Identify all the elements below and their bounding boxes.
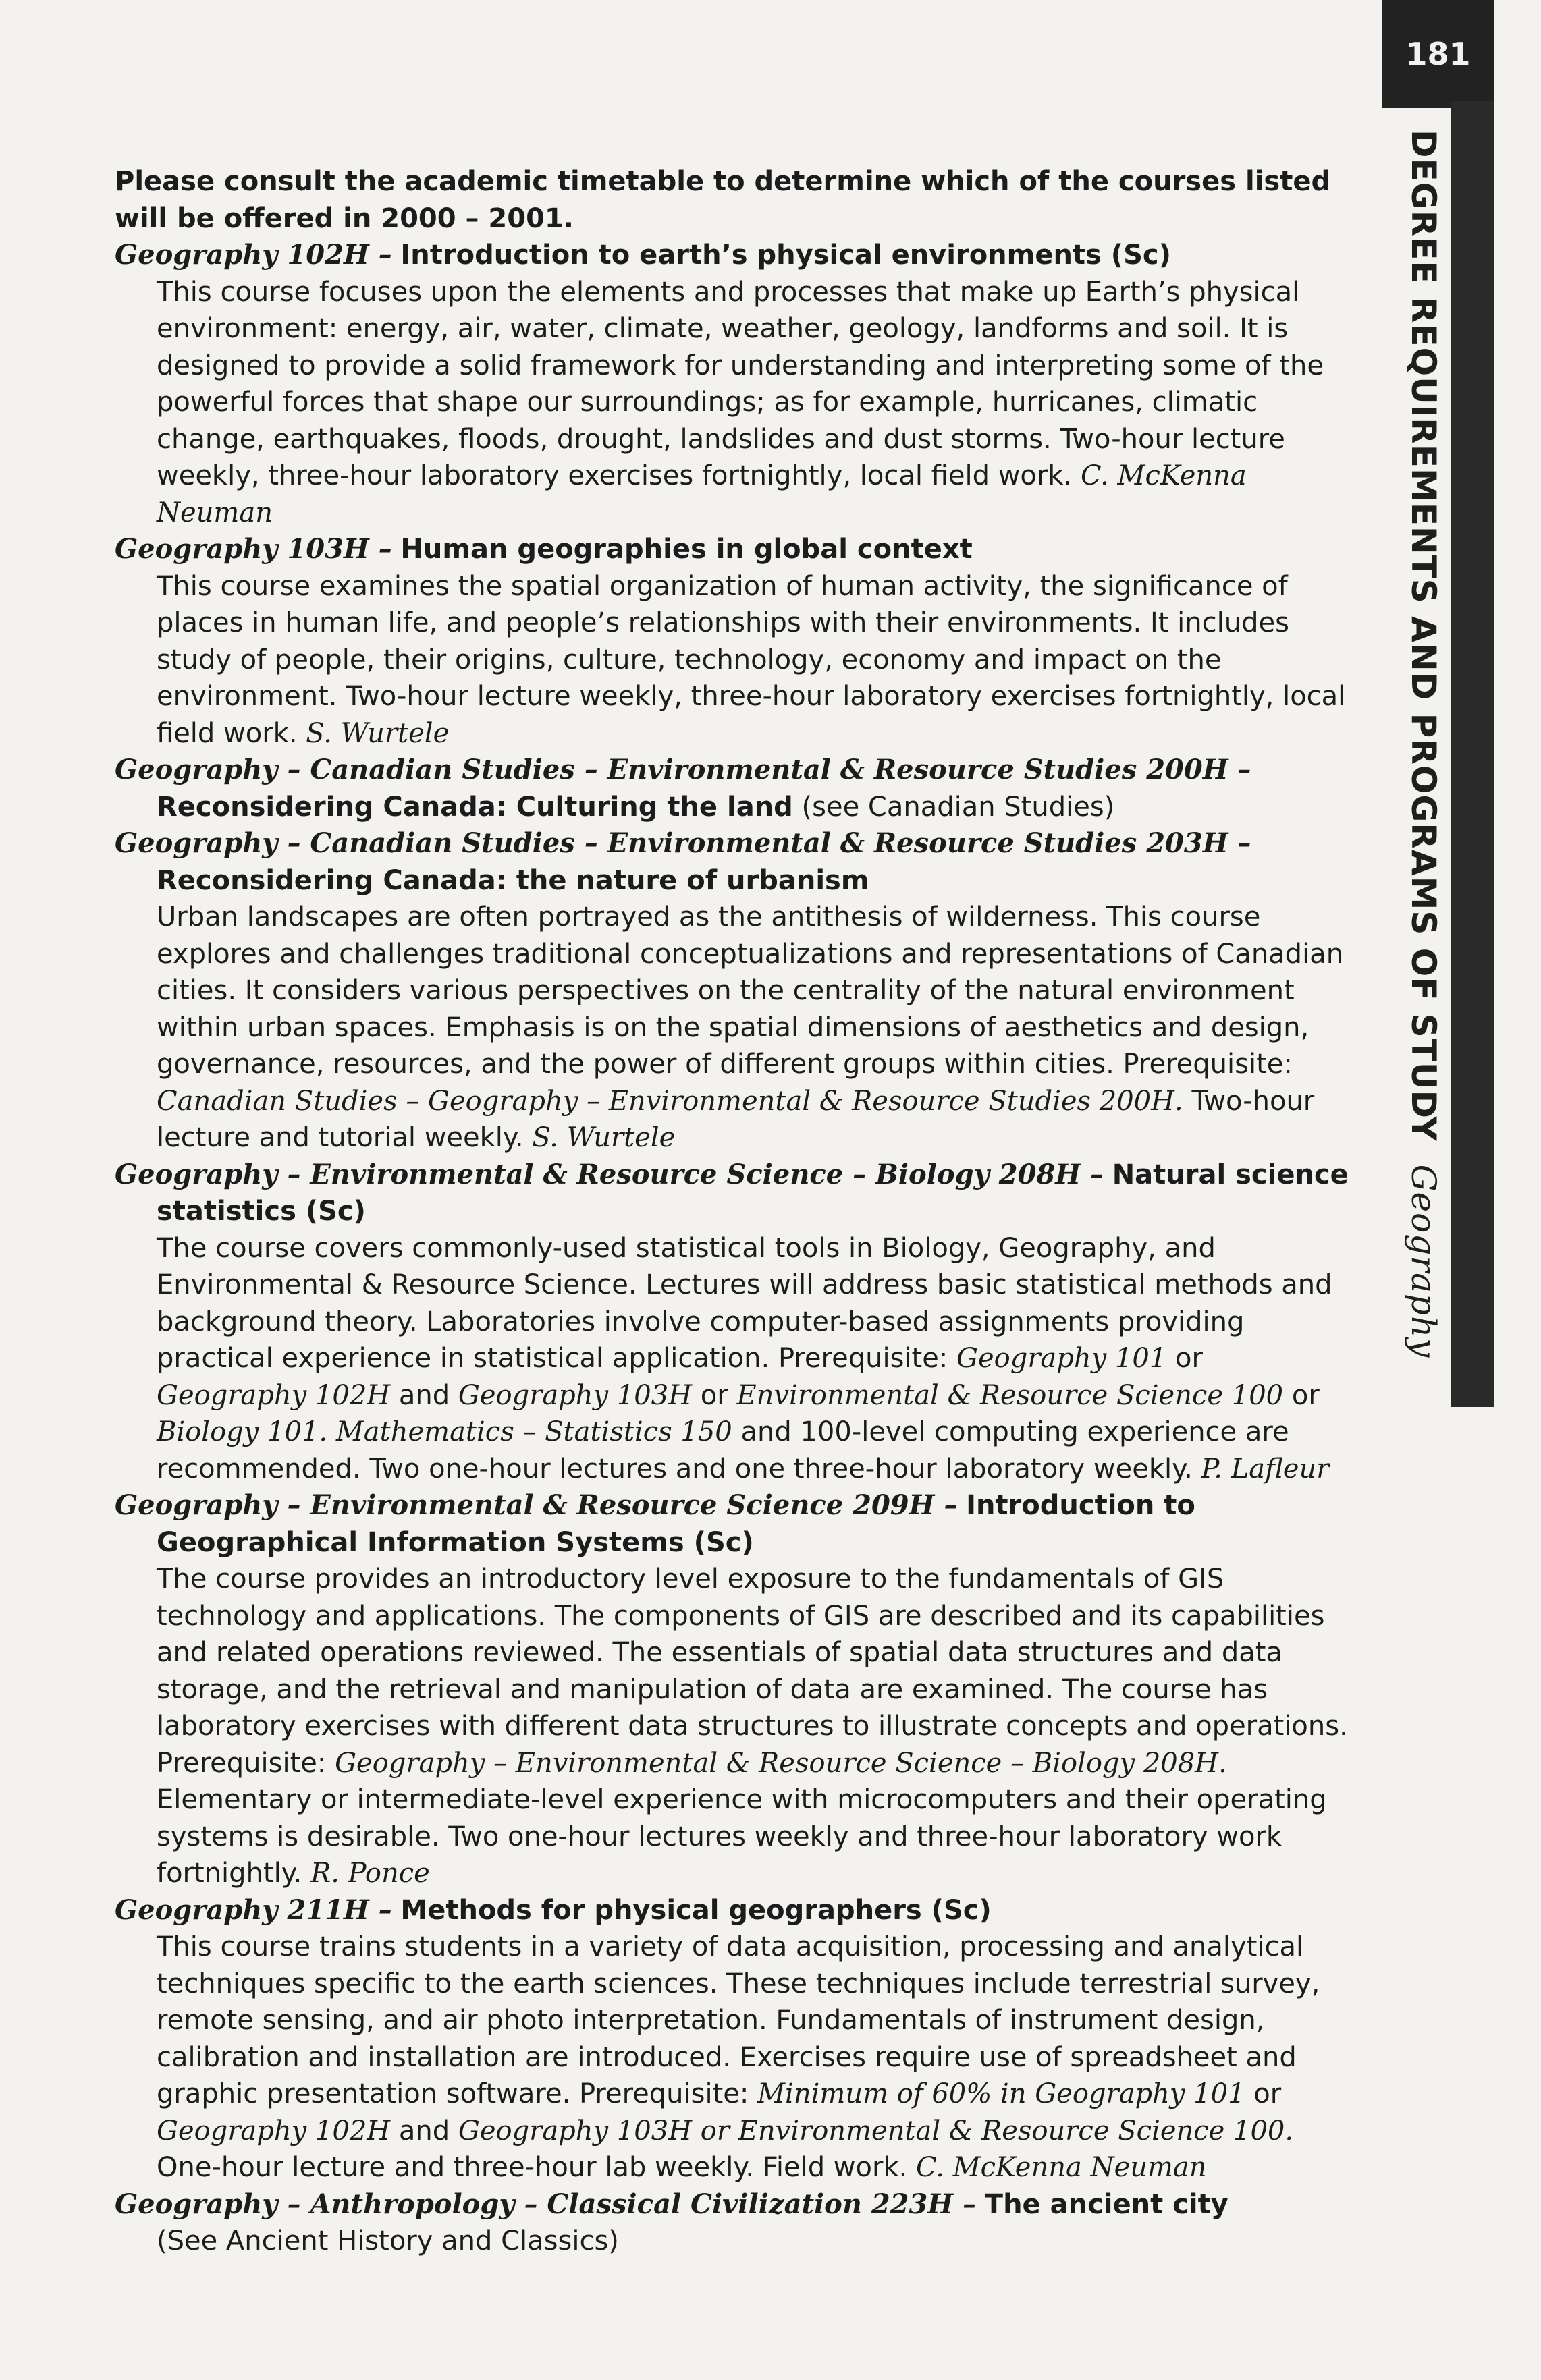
description-segment: and (390, 1379, 458, 1411)
course-title: Introduction to Geographical Information Systems (Sc) (157, 1490, 1195, 1558)
course-instructor: R. Ponce (310, 1858, 430, 1889)
description-segment: Elementary or intermediate-level experience with microcomputers and their operating systems is desirable. Two one-hour lectures weekly and three-hour laboratory work fortnightly. (157, 1784, 1327, 1889)
course-description (115, 2223, 1353, 2260)
course-title: Human geographies in global context (400, 534, 973, 565)
description-segment: Minimum of 60% in Geography 101 (757, 2078, 1245, 2109)
course-instructor: S. Wurtele (306, 717, 450, 749)
course-codes: Geography – Environmental & Resource Science – Biology 208H – (115, 1158, 1104, 1190)
course-entry (115, 1487, 1353, 1892)
description-segment: Geography 103H (458, 1379, 693, 1411)
intro-note: Please consult the academic timetable to determine which of the courses listed will be offered in 2000 – 2001. (115, 166, 1331, 234)
description-text: This course examines the spatial organization of human activity, the significance of places in human life, and people’s relationships with their environments. It includes study of people, their origins, culture, technology, economy and impact on the environment. Two-hour lecture weekly, three-hour laboratory exercises fortnightly, local field work. (157, 570, 1346, 749)
course-list (115, 237, 1353, 2260)
description-text: (See Ancient History and Classics) (157, 2225, 619, 2257)
course-entry (115, 531, 1353, 752)
side-section-title (1396, 130, 1450, 1358)
description-segment: Geography 101 (956, 1343, 1167, 1374)
course-title: Reconsidering Canada: Culturing the land (157, 791, 793, 823)
course-description (115, 1230, 1353, 1488)
description-segment: Two-hour lecture and tutorial weekly. (157, 1085, 1315, 1153)
course-codes: Geography 103H – (115, 533, 392, 565)
description-segment: This course trains students in a variety of data acquisition, processing and analytical techniques specific to the earth sciences. These techniques include terrestrial survey, remote sensing, and air photo interpretation. Fundamentals of instrument design, calibration and installation are introduced. Exercises require use of spreadsheet and graphic presentation software. Prerequisite: (157, 1931, 1320, 2109)
course-title: Introduction to earth’s physical environments (Sc) (400, 240, 1171, 271)
course-listing (115, 163, 1353, 2260)
course-heading (115, 1487, 1353, 1561)
description-segment: Environmental & Resource Science 100 (736, 1379, 1284, 1411)
course-entry (115, 825, 1353, 1157)
description-segment: and 100-level computing experience are recommended. Two one-hour lectures and one three-hour laboratory weekly. (157, 1416, 1289, 1485)
course-codes: Geography – Canadian Studies – Environmental & Resource Studies 203H – (115, 827, 1251, 859)
course-description (115, 1929, 1353, 2186)
course-instructor: P. Lafleur (1201, 1453, 1330, 1485)
course-instructor: C. McKenna Neuman (916, 2152, 1207, 2183)
course-entry (115, 752, 1353, 825)
course-heading (115, 2186, 1353, 2223)
course-heading (115, 531, 1353, 568)
description-segment: The course provides an introductory level exposure to the fundamentals of GIS technology and applications. The components of GIS are described and its capabilities and related operations reviewed. The essentials of spatial data structures and data storage, and the retrieval and manipulation of data are examined. The course has laboratory exercises with different data structures to illustrate concepts and operations. Prerequisite: (157, 1563, 1348, 1779)
course-codes: Geography – Environmental & Resource Science 209H – (115, 1489, 958, 1521)
side-tab-band (1451, 101, 1494, 1407)
description-segment: Geography 103H or Environmental & Resource Science 100. (458, 2115, 1294, 2147)
course-entry (115, 237, 1353, 531)
course-entry (115, 1157, 1353, 1488)
course-title: Methods for physical geographers (Sc) (400, 1894, 992, 1926)
course-instructor: S. Wurtele (532, 1122, 676, 1153)
description-text: This course focuses upon the elements and processes that make up Earth’s physical environment: energy, air, water, climate, weather, geology, landforms and soil. It is designed to provide a solid framework for understanding and interpreting some of the powerful forces that shape our surroundings; as for example, hurricanes, climatic change, earthquakes, floods, drought, landslides and dust storms. Two-hour lecture weekly, three-hour laboratory exercises fortnightly, local field work. (157, 276, 1324, 491)
description-segment: The course covers commonly-used statistical tools in Biology, Geography, and Environmental & Resource Science. Lectures will address basic statistical methods and background theory. Laboratories involve computer-based assignments providing practical experience in statistical application. Prerequisite: (157, 1232, 1332, 1374)
page-number: 181 (1382, 0, 1494, 108)
course-description (115, 1561, 1353, 1892)
course-heading (115, 1157, 1353, 1230)
side-subject-label: Geography (1404, 1164, 1443, 1358)
course-title: The ancient city (984, 2188, 1228, 2220)
description-segment: or (1166, 1343, 1203, 1374)
description-segment: Geography 102H (157, 1379, 391, 1411)
course-codes: Geography 102H – (115, 239, 392, 271)
course-codes: Geography – Canadian Studies – Environmental & Resource Studies 200H – (115, 754, 1251, 785)
description-segment: or (1245, 2078, 1282, 2109)
course-codes: Geography 211H – (115, 1893, 392, 1926)
description-segment: Geography – Environmental & Resource Science – Biology 208H. (335, 1747, 1227, 1779)
description-segment: Canadian Studies – Geography – Environmental & Resource Studies 200H. (157, 1085, 1183, 1117)
course-description (115, 274, 1353, 532)
description-segment: and (390, 2115, 458, 2147)
course-heading (115, 1892, 1353, 1929)
course-instructor: C. McKenna Neuman (157, 460, 1247, 528)
side-section-label: DEGREE REQUIREMENTS AND PROGRAMS OF STUDY (1404, 130, 1443, 1142)
course-heading (115, 752, 1353, 825)
description-segment: or (692, 1379, 737, 1411)
description-segment: Biology 101. Mathematics – Statistics 150 (157, 1416, 732, 1447)
description-segment: Urban landscapes are often portrayed as the antithesis of wilderness. This course explores and challenges traditional conceptualizations and representations of Canadian cities. It considers various perspectives on the centrality of the natural environment within urban spaces. Emphasis is on the spatial dimensions of aesthetics and design, governance, resources, and the power of different groups within cities. Prerequisite: (157, 902, 1344, 1080)
description-segment: One-hour lecture and three-hour lab weekly. Field work. (157, 2152, 917, 2183)
course-entry (115, 2186, 1353, 2260)
course-title-note: (see Canadian Studies) (801, 791, 1115, 823)
course-title: Natural science statistics (Sc) (157, 1159, 1349, 1227)
course-entry (115, 1892, 1353, 2186)
course-codes: Geography – Anthropology – Classical Civilization 223H – (115, 2188, 977, 2220)
course-description (115, 568, 1353, 752)
course-description (115, 899, 1353, 1157)
description-segment: Geography 102H (157, 2115, 391, 2147)
course-title: Reconsidering Canada: the nature of urbanism (157, 864, 869, 896)
course-heading (115, 825, 1353, 899)
course-heading (115, 237, 1353, 274)
description-segment: or (1283, 1379, 1320, 1411)
